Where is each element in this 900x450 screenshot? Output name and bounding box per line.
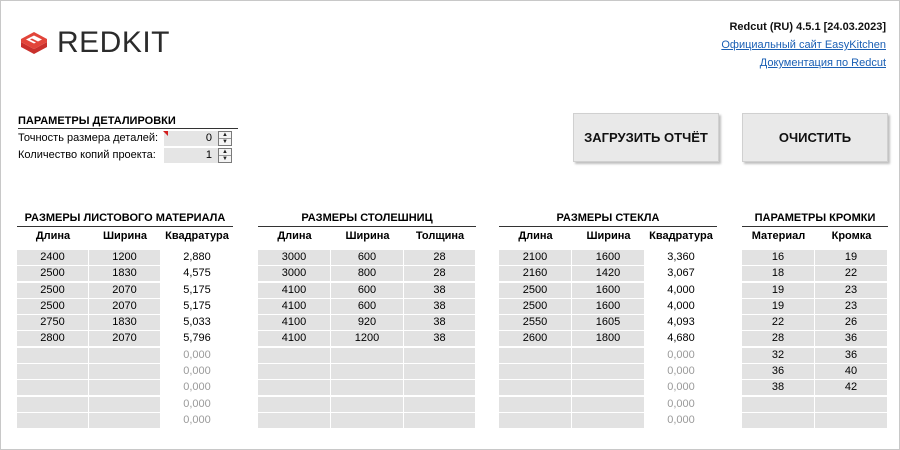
- precision-spinner[interactable]: [218, 131, 232, 146]
- logo-text: REDKIT: [57, 26, 171, 59]
- table-row: [258, 283, 476, 299]
- column-header: Квадратура: [165, 230, 229, 242]
- table-cell[interactable]: 2400: [17, 250, 89, 265]
- table-row: [17, 380, 233, 396]
- table-cell: 4,680: [645, 331, 717, 346]
- table-cell[interactable]: [815, 413, 888, 428]
- table-row: [258, 413, 476, 429]
- table-cell: 0,000: [161, 380, 233, 395]
- table-cell[interactable]: [89, 397, 161, 412]
- table-row: [258, 299, 476, 315]
- table-cell[interactable]: [258, 413, 331, 428]
- table-cell[interactable]: [89, 364, 161, 379]
- table-cell[interactable]: 19: [742, 283, 815, 298]
- table-cell[interactable]: [404, 380, 476, 395]
- table-cell[interactable]: 42: [815, 380, 888, 395]
- table-cell[interactable]: [331, 364, 404, 379]
- table-cell[interactable]: 1830: [89, 266, 161, 281]
- table-cell[interactable]: 1800: [572, 331, 645, 346]
- column-header: Материал: [751, 230, 806, 242]
- table-row: [742, 397, 888, 413]
- table-row: [499, 283, 717, 299]
- table-cell[interactable]: [17, 348, 89, 363]
- table-row: [17, 397, 233, 413]
- table-cell[interactable]: 2750: [17, 315, 89, 330]
- table-cell[interactable]: [89, 348, 161, 363]
- sheet-material-table: [17, 210, 233, 429]
- table-cell[interactable]: 38: [404, 283, 476, 298]
- table-cell: 3,360: [645, 250, 717, 265]
- detailing-params: [18, 115, 238, 163]
- table-header: [17, 227, 233, 246]
- table-cell[interactable]: 4100: [258, 299, 331, 314]
- table-row: [258, 348, 476, 364]
- table-cell: 0,000: [161, 348, 233, 363]
- table-cell[interactable]: 2800: [17, 331, 89, 346]
- column-header: Ширина: [345, 230, 390, 242]
- table-cell[interactable]: [404, 348, 476, 363]
- table-cell[interactable]: 2070: [89, 331, 161, 346]
- table-cell: 0,000: [645, 348, 717, 363]
- table-cell[interactable]: [499, 364, 572, 379]
- table-row: [499, 397, 717, 413]
- table-row: [499, 331, 717, 347]
- table-cell[interactable]: [17, 397, 89, 412]
- table-cell[interactable]: 18: [742, 266, 815, 281]
- table-cell[interactable]: 38: [404, 331, 476, 346]
- table-cell: 4,000: [645, 283, 717, 298]
- copies-value[interactable]: 1: [164, 148, 218, 163]
- params-title: ПАРАМЕТРЫ ДЕТАЛИРОВКИ: [18, 115, 238, 129]
- column-header: Квадратура: [649, 230, 713, 242]
- table-cell[interactable]: 38: [742, 380, 815, 395]
- table-cell[interactable]: [499, 397, 572, 412]
- precision-down-button[interactable]: ▼: [219, 138, 231, 145]
- table-cell[interactable]: [572, 413, 645, 428]
- table-row: [742, 331, 888, 347]
- table-row: [499, 364, 717, 380]
- table-row: [17, 348, 233, 364]
- table-cell[interactable]: 23: [815, 299, 888, 314]
- table-cell[interactable]: 36: [815, 348, 888, 363]
- table-row: [17, 413, 233, 429]
- table-cell[interactable]: [742, 397, 815, 412]
- table-cell[interactable]: 2160: [499, 266, 572, 281]
- table-cell[interactable]: [258, 380, 331, 395]
- load-report-button[interactable]: ЗАГРУЗИТЬ ОТЧЁТ: [573, 113, 719, 162]
- table-cell[interactable]: [404, 397, 476, 412]
- version-label: Redcut (RU) 4.5.1 [24.03.2023]: [729, 21, 886, 33]
- edge-params-table: [742, 210, 888, 429]
- table-cell[interactable]: [572, 348, 645, 363]
- table-cell[interactable]: 1600: [572, 283, 645, 298]
- table-cell[interactable]: 2500: [499, 299, 572, 314]
- precision-up-button[interactable]: ▲: [222, 131, 228, 138]
- table-row: [499, 348, 717, 364]
- table-cell[interactable]: [499, 380, 572, 395]
- table-row: [17, 283, 233, 299]
- table-cell[interactable]: 600: [331, 250, 404, 265]
- redkit-logo: [17, 26, 170, 60]
- table-cell[interactable]: 28: [404, 250, 476, 265]
- table-row: [17, 266, 233, 282]
- table-cell[interactable]: 1200: [89, 250, 161, 265]
- column-header: Длина: [518, 230, 553, 242]
- column-header: Ширина: [102, 230, 148, 242]
- table-cell[interactable]: [572, 364, 645, 379]
- table-cell: 3,067: [645, 266, 717, 281]
- table-cell[interactable]: 38: [404, 299, 476, 314]
- table-row: [17, 331, 233, 347]
- column-header: Кромка: [831, 230, 872, 242]
- table-cell[interactable]: 36: [815, 331, 888, 346]
- clear-button[interactable]: ОЧИСТИТЬ: [742, 113, 888, 162]
- table-row: [258, 380, 476, 396]
- table-row: [17, 250, 233, 266]
- table-cell[interactable]: [815, 397, 888, 412]
- table-cell[interactable]: 920: [331, 315, 404, 330]
- redkit-logo-icon: [17, 26, 51, 60]
- table-cell[interactable]: 19: [742, 299, 815, 314]
- table-cell[interactable]: 2070: [89, 283, 161, 298]
- table-row: [499, 266, 717, 282]
- table-row: [17, 299, 233, 315]
- copies-up-button[interactable]: ▲: [222, 148, 228, 155]
- table-cell: 4,000: [645, 299, 717, 314]
- table-cell: 2,880: [161, 250, 233, 265]
- table-cell[interactable]: 1600: [572, 299, 645, 314]
- table-row: [258, 250, 476, 266]
- table-cell[interactable]: [331, 397, 404, 412]
- column-header: Длина: [277, 230, 312, 242]
- glass-table: [499, 210, 717, 429]
- table-cell[interactable]: [331, 380, 404, 395]
- table-cell[interactable]: [331, 348, 404, 363]
- table-cell[interactable]: 600: [331, 283, 404, 298]
- table-cell[interactable]: [258, 348, 331, 363]
- table-row: [499, 250, 717, 266]
- table-cell[interactable]: [258, 364, 331, 379]
- table-cell[interactable]: [499, 348, 572, 363]
- table-cell[interactable]: 4100: [258, 331, 331, 346]
- table-cell[interactable]: 22: [742, 315, 815, 330]
- table-row: [258, 397, 476, 413]
- table-cell: 4,093: [645, 315, 717, 330]
- table-cell[interactable]: 800: [331, 266, 404, 281]
- table-cell[interactable]: [572, 397, 645, 412]
- table-row: [742, 250, 888, 266]
- precision-value[interactable]: 0: [164, 131, 218, 146]
- table-cell[interactable]: 4100: [258, 283, 331, 298]
- table-cell[interactable]: [404, 413, 476, 428]
- table-cell[interactable]: [17, 380, 89, 395]
- table-row: [258, 266, 476, 282]
- table-cell[interactable]: 1605: [572, 315, 645, 330]
- table-cell[interactable]: 3000: [258, 266, 331, 281]
- table-title: РАЗМЕРЫ СТЕКЛА: [499, 210, 717, 227]
- countertop-table: [258, 210, 476, 429]
- copies-down-button[interactable]: ▼: [219, 155, 231, 162]
- table-cell[interactable]: [404, 364, 476, 379]
- table-row: [258, 364, 476, 380]
- table-row: [499, 380, 717, 396]
- app-info: [721, 18, 886, 72]
- table-cell[interactable]: 2600: [499, 331, 572, 346]
- table-title: ПАРАМЕТРЫ КРОМКИ: [742, 210, 888, 227]
- table-row: [742, 413, 888, 429]
- table-cell[interactable]: 2500: [17, 266, 89, 281]
- table-cell[interactable]: [742, 413, 815, 428]
- table-cell: 5,175: [161, 283, 233, 298]
- table-cell[interactable]: 28: [404, 266, 476, 281]
- table-cell[interactable]: 28: [742, 331, 815, 346]
- table-title: РАЗМЕРЫ СТОЛЕШНИЦ: [258, 210, 476, 227]
- table-row: [742, 299, 888, 315]
- table-cell[interactable]: [499, 413, 572, 428]
- table-row: [499, 315, 717, 331]
- table-row: [742, 348, 888, 364]
- table-cell[interactable]: 2500: [17, 299, 89, 314]
- table-cell[interactable]: [331, 413, 404, 428]
- table-cell[interactable]: 38: [404, 315, 476, 330]
- table-cell[interactable]: 23: [815, 283, 888, 298]
- table-cell[interactable]: 2550: [499, 315, 572, 330]
- table-cell[interactable]: [572, 380, 645, 395]
- table-row: [17, 315, 233, 331]
- table-cell: 0,000: [645, 413, 717, 428]
- table-row: [742, 380, 888, 396]
- table-cell[interactable]: 36: [742, 364, 815, 379]
- table-row: [258, 315, 476, 331]
- table-cell[interactable]: 2070: [89, 299, 161, 314]
- redcut-docs-link[interactable]: Документация по Redcut: [759, 57, 886, 69]
- table-cell[interactable]: [17, 364, 89, 379]
- table-cell: 0,000: [645, 397, 717, 412]
- table-cell[interactable]: 3000: [258, 250, 331, 265]
- table-row: [742, 283, 888, 299]
- table-cell[interactable]: [258, 397, 331, 412]
- table-cell: 5,033: [161, 315, 233, 330]
- easykitchen-site-link[interactable]: Официальный сайт EasyKitchen: [721, 39, 886, 51]
- table-cell[interactable]: 600: [331, 299, 404, 314]
- precision-label: Точность размера деталей:: [18, 132, 159, 144]
- column-header: Толщина: [415, 230, 465, 242]
- table-cell[interactable]: 2500: [499, 283, 572, 298]
- table-cell: 0,000: [161, 364, 233, 379]
- table-row: [17, 364, 233, 380]
- table-cell[interactable]: 1420: [572, 266, 645, 281]
- table-cell[interactable]: 2100: [499, 250, 572, 265]
- table-cell[interactable]: 4100: [258, 315, 331, 330]
- table-row: [742, 315, 888, 331]
- table-cell[interactable]: 1600: [572, 250, 645, 265]
- table-cell[interactable]: [89, 380, 161, 395]
- table-cell[interactable]: 16: [742, 250, 815, 265]
- table-cell[interactable]: 22: [815, 266, 888, 281]
- table-cell: 0,000: [645, 380, 717, 395]
- column-header: Длина: [35, 230, 71, 242]
- table-cell: 5,796: [161, 331, 233, 346]
- precision-row: [18, 130, 238, 146]
- table-title: РАЗМЕРЫ ЛИСТОВОГО МАТЕРИАЛА: [17, 210, 233, 227]
- table-row: [742, 266, 888, 282]
- copies-label: Количество копий проекта:: [18, 149, 156, 161]
- table-cell[interactable]: [17, 413, 89, 428]
- table-cell: 4,575: [161, 266, 233, 281]
- table-cell[interactable]: 26: [815, 315, 888, 330]
- table-cell[interactable]: 32: [742, 348, 815, 363]
- table-cell: 0,000: [645, 364, 717, 379]
- table-cell[interactable]: 19: [815, 250, 888, 265]
- table-cell: 0,000: [161, 397, 233, 412]
- table-cell[interactable]: 2500: [17, 283, 89, 298]
- table-cell[interactable]: [89, 413, 161, 428]
- table-cell[interactable]: 1830: [89, 315, 161, 330]
- table-row: [742, 364, 888, 380]
- table-cell[interactable]: 40: [815, 364, 888, 379]
- copies-row: [18, 147, 238, 163]
- copies-spinner[interactable]: [218, 148, 232, 163]
- table-header: [258, 227, 476, 246]
- table-header: [499, 227, 717, 246]
- table-row: [499, 299, 717, 315]
- table-cell[interactable]: 1200: [331, 331, 404, 346]
- column-header: Ширина: [586, 230, 631, 242]
- table-row: [499, 413, 717, 429]
- table-cell: 0,000: [161, 413, 233, 428]
- table-row: [258, 331, 476, 347]
- table-header: [742, 227, 888, 246]
- table-cell: 5,175: [161, 299, 233, 314]
